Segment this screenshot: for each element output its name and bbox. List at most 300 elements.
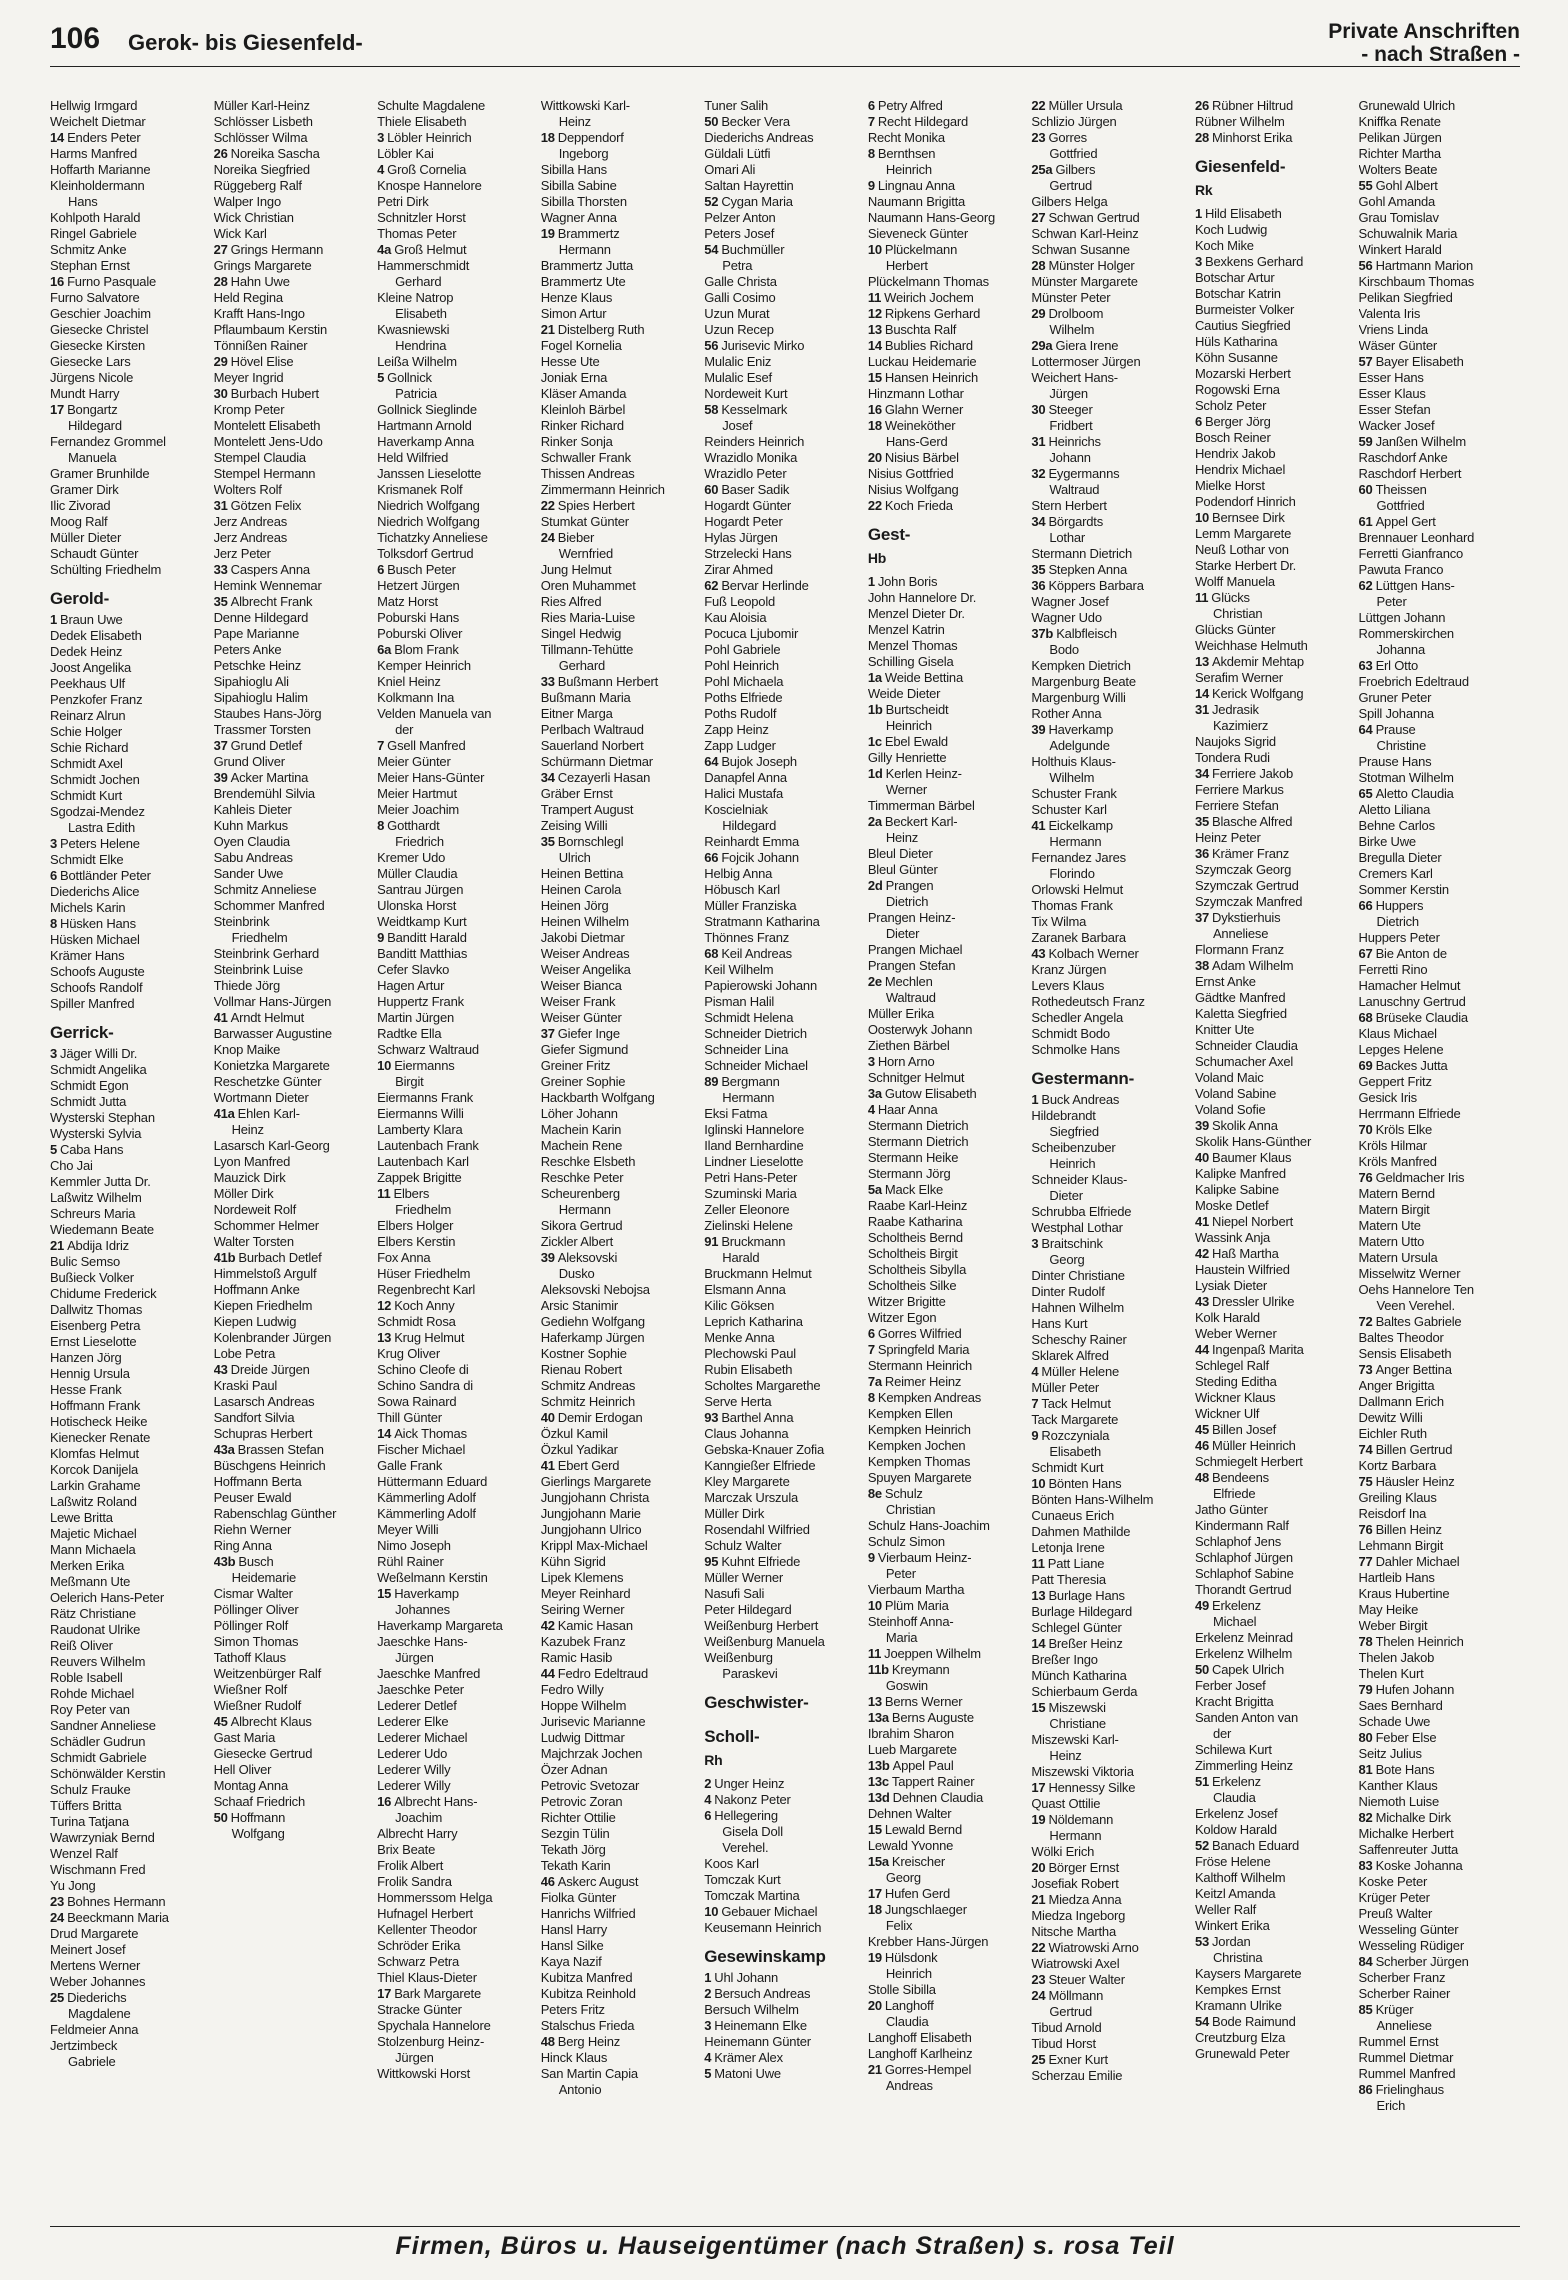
resident-name: Wickner Klaus (1194, 1390, 1276, 1405)
resident-name: Kämmerling Adolf (377, 1506, 476, 1521)
resident-entry (377, 1586, 539, 1602)
resident-entry (50, 1462, 212, 1478)
resident-entry (1195, 1822, 1357, 1838)
resident-name: Dallmann Erich (1358, 1394, 1444, 1409)
resident-entry (868, 862, 1030, 878)
resident-entry (50, 146, 212, 162)
resident-name: Miedza Ingeborg (1031, 1908, 1126, 1923)
resident-name: Schade Uwe (1358, 1714, 1431, 1729)
resident-name: Schmiegelt Herbert (1194, 1454, 1303, 1469)
resident-entry (868, 1454, 1030, 1470)
resident-name: Claudia (1212, 1790, 1256, 1805)
resident-entry (541, 1202, 703, 1218)
resident-name: Heinrichs (1048, 434, 1101, 449)
resident-name: Aick Thomas (394, 1426, 467, 1441)
house-number: 15 (1031, 1700, 1046, 1715)
resident-name: Hammerschmidt (377, 258, 470, 273)
resident-name: Ring Anna (213, 1538, 272, 1553)
resident-entry (50, 2006, 212, 2022)
resident-name: Schupras Herbert (213, 1426, 313, 1441)
resident-entry (50, 2054, 212, 2070)
resident-name: Kiepen Ludwig (213, 1314, 297, 1329)
resident-entry (1031, 802, 1193, 818)
house-number: 65 (1358, 786, 1373, 801)
resident-name: Kanngießer Elfriede (704, 1458, 816, 1473)
house-number: 14 (1031, 1636, 1046, 1651)
house-number: 43 (1031, 946, 1046, 961)
resident-entry (214, 450, 376, 466)
resident-entry (1359, 1298, 1521, 1314)
resident-entry (1195, 1502, 1357, 1518)
resident-entry (50, 274, 212, 290)
resident-name: Kühn Sigrid (540, 1554, 606, 1569)
resident-entry (1031, 1652, 1193, 1668)
resident-entry (50, 1894, 212, 1910)
resident-entry (377, 1474, 539, 1490)
resident-entry (541, 994, 703, 1010)
resident-name: Erkelenz (1212, 1774, 1261, 1789)
house-number: 22 (540, 498, 555, 513)
house-number: 59 (1358, 434, 1373, 449)
resident-entry (868, 1182, 1030, 1198)
resident-name: Schuwalnik Maria (1358, 226, 1458, 241)
resident-entry (1195, 1470, 1357, 1486)
resident-name: Jungschlaeger (884, 1902, 967, 1917)
resident-name: Haverkamp (1048, 722, 1114, 737)
house-number: 42 (540, 1618, 555, 1633)
resident-name: Ludwig Dittmar (540, 1730, 625, 1745)
resident-name: Zimmerling Heinz (1194, 1758, 1293, 1773)
resident-entry (704, 1570, 866, 1586)
resident-entry (1359, 1490, 1521, 1506)
resident-name: Schumacher Axel (1194, 1054, 1294, 1069)
resident-name: Tüffers Britta (50, 1798, 122, 1813)
resident-entry (1359, 1170, 1521, 1186)
resident-name: Stolzenburg Heinz- (377, 2034, 485, 2049)
resident-name: Heinen Bettina (540, 866, 624, 881)
house-number: 14 (50, 130, 65, 145)
resident-entry (1195, 1742, 1357, 1758)
house-number: 3 (704, 2018, 712, 2033)
resident-entry (214, 498, 376, 514)
resident-name: Menzel Katrin (867, 622, 945, 637)
resident-entry (541, 1458, 703, 1474)
house-number: 3 (1194, 254, 1202, 269)
resident-name: Zapp Ludger (704, 738, 776, 753)
resident-entry (704, 162, 866, 178)
resident-entry (1031, 1412, 1193, 1428)
resident-entry (541, 866, 703, 882)
resident-name: Christian (885, 1502, 936, 1517)
resident-entry (50, 916, 212, 932)
resident-name: Baltes Theodor (1358, 1330, 1444, 1345)
resident-entry (1359, 450, 1521, 466)
resident-entry (214, 322, 376, 338)
directory-column (50, 98, 212, 2228)
resident-entry (377, 1874, 539, 1890)
resident-name: John Hannelore Dr. (867, 590, 977, 605)
resident-entry (704, 738, 866, 754)
resident-name: Haverkamp Margareta (377, 1618, 503, 1633)
resident-entry (704, 1314, 866, 1330)
resident-entry (377, 1042, 539, 1058)
resident-entry (868, 766, 1030, 782)
resident-name: Berger Jörg (1204, 414, 1271, 429)
resident-entry (1195, 1950, 1357, 1966)
resident-entry (214, 962, 376, 978)
resident-name: Gediehn Wolfgang (540, 1314, 645, 1329)
resident-entry (868, 910, 1030, 926)
resident-entry (50, 306, 212, 322)
resident-name: Stempel Claudia (213, 450, 306, 465)
resident-entry (214, 1474, 376, 1490)
resident-name: Petra (722, 258, 753, 273)
resident-entry (214, 1346, 376, 1362)
resident-name: Kreischer (891, 1854, 946, 1869)
resident-entry (1195, 1550, 1357, 1566)
resident-name: Mertens Werner (50, 1958, 141, 1973)
resident-name: Starke Herbert Dr. (1194, 558, 1297, 573)
resident-entry (1195, 878, 1357, 894)
resident-entry (214, 706, 376, 722)
resident-name: Trampert August (540, 802, 634, 817)
house-number: 41 (213, 1010, 228, 1025)
resident-entry (1359, 178, 1521, 194)
resident-name: Hansl Harry (540, 1922, 608, 1937)
resident-entry (214, 1778, 376, 1794)
resident-name: Behne Carlos (1358, 818, 1435, 833)
resident-name: Heinz (558, 114, 591, 129)
resident-entry (1359, 1890, 1521, 1906)
resident-name: Zappek Brigitte (377, 1170, 462, 1185)
resident-name: Cefer Slavko (377, 962, 450, 977)
resident-entry (50, 1702, 212, 1718)
resident-entry (1195, 1838, 1357, 1854)
resident-name: Sowa Rainard (377, 1394, 457, 1409)
resident-name: Noreika Siegfried (213, 162, 310, 177)
resident-entry (541, 786, 703, 802)
resident-entry (1031, 1748, 1193, 1764)
resident-name: Kazimierz (1212, 718, 1269, 733)
resident-name: Nöldemann (1048, 1812, 1114, 1827)
resident-entry (704, 242, 866, 258)
resident-name: Eksi Fatma (704, 1106, 768, 1121)
resident-name: Müller Heinrich (1212, 1438, 1296, 1453)
resident-entry (704, 370, 866, 386)
resident-entry (704, 274, 866, 290)
resident-entry (50, 1382, 212, 1398)
resident-name: Tibud Horst (1031, 2036, 1096, 2051)
resident-name: Hans-Gerd (885, 434, 948, 449)
resident-entry (1359, 514, 1521, 530)
resident-entry (541, 818, 703, 834)
house-number: 14 (377, 1426, 392, 1441)
resident-name: Esser Klaus (1358, 386, 1426, 401)
resident-name: Aletto Claudia (1375, 786, 1454, 801)
resident-name: Prangen Michael (867, 942, 963, 957)
resident-entry (704, 178, 866, 194)
resident-name: Heinen Wilhelm (540, 914, 629, 929)
resident-name: Waltraud (1049, 482, 1100, 497)
resident-entry (1195, 1662, 1357, 1678)
resident-name: Hufen Johann (1375, 1682, 1455, 1697)
resident-entry (541, 1090, 703, 1106)
resident-entry (377, 1106, 539, 1122)
resident-entry (1359, 1554, 1521, 1570)
resident-entry (377, 1218, 539, 1234)
resident-name: Andreas (885, 2078, 933, 2093)
resident-entry (50, 258, 212, 274)
house-number: 11 (867, 1646, 882, 1661)
resident-entry (377, 690, 539, 706)
resident-name: Wölki Erich (1031, 1844, 1095, 1859)
resident-name: Keil Wilhelm (704, 962, 774, 977)
resident-entry (1359, 1138, 1521, 1154)
resident-name: Menzel Thomas (867, 638, 958, 653)
resident-entry (50, 1142, 212, 1158)
resident-entry (1359, 130, 1521, 146)
resident-name: Thiele Elisabeth (377, 114, 467, 129)
resident-entry (541, 722, 703, 738)
resident-name: Haustein Wilfried (1194, 1262, 1290, 1277)
house-number: 78 (1358, 1634, 1373, 1649)
resident-entry (1195, 1374, 1357, 1390)
resident-entry (377, 1410, 539, 1426)
house-number: 68 (704, 946, 719, 961)
resident-name: Holthuis Klaus- (1031, 754, 1116, 769)
house-number: 24 (1031, 1988, 1046, 2003)
house-number: 39 (1031, 722, 1046, 737)
resident-entry (50, 1414, 212, 1430)
resident-entry (704, 450, 866, 466)
resident-name: Burbach Hubert (230, 386, 319, 401)
resident-entry (541, 1234, 703, 1250)
resident-entry (377, 1906, 539, 1922)
resident-name: Lemm Margarete (1194, 526, 1292, 541)
resident-name: Kirschbaum Thomas (1358, 274, 1475, 289)
resident-name: Elisabeth (395, 306, 447, 321)
resident-name: Ferriere Stefan (1194, 798, 1279, 813)
resident-name: Pawuta Franco (1358, 562, 1444, 577)
house-number: 41b (213, 1250, 236, 1265)
resident-entry (1031, 562, 1193, 578)
resident-name: Baumer Klaus (1212, 1150, 1292, 1165)
house-number: 16 (50, 274, 65, 289)
resident-entry (50, 1974, 212, 1990)
resident-name: Kempken Ellen (867, 1406, 953, 1421)
house-number: 3 (377, 130, 385, 145)
resident-name: Held Wilfried (377, 450, 449, 465)
resident-entry (541, 802, 703, 818)
resident-name: Nordeweit Rolf (213, 1202, 297, 1217)
resident-name: Nakonz Peter (714, 1792, 791, 1807)
resident-entry (214, 354, 376, 370)
resident-entry (50, 1718, 212, 1734)
resident-name: Josef (722, 418, 753, 433)
resident-entry (1031, 386, 1193, 402)
resident-name: Joeppen Wilhelm (884, 1646, 981, 1661)
resident-entry (1359, 690, 1521, 706)
resident-entry (1359, 1266, 1521, 1282)
resident-name: Bergmann (721, 1074, 780, 1089)
resident-name: Serve Herta (704, 1394, 772, 1409)
resident-name: Eygermanns (1048, 466, 1120, 481)
resident-name: Kleine Natrop (377, 290, 454, 305)
resident-entry (1031, 1876, 1193, 1892)
district-code: Rk (1194, 182, 1213, 198)
resident-entry (214, 1282, 376, 1298)
resident-name: Patt Liane (1047, 1556, 1105, 1571)
resident-name: Peters Josef (704, 226, 775, 241)
resident-name: Hüls Katharina (1194, 334, 1278, 349)
resident-name: Petri Dirk (377, 194, 429, 209)
resident-entry (704, 1378, 866, 1394)
resident-entry (541, 514, 703, 530)
house-number: 11 (377, 1186, 391, 1201)
resident-name: Naumann Hans-Georg (867, 210, 995, 225)
resident-entry (1195, 318, 1357, 334)
resident-entry (50, 338, 212, 354)
directory-column (704, 98, 866, 2228)
resident-entry (214, 1794, 376, 1810)
resident-entry (50, 1238, 212, 1254)
resident-name: Prause Hans (1358, 754, 1432, 769)
resident-name: Schoofs Randolf (50, 980, 143, 995)
resident-name: Jungjohann Marie (540, 1506, 641, 1521)
resident-name: Lederer Udo (377, 1746, 448, 1761)
house-number: 6 (867, 98, 875, 113)
house-number: 13d (867, 1790, 890, 1805)
resident-name: Friedhelm (395, 1202, 452, 1217)
resident-entry (377, 274, 539, 290)
resident-entry (868, 2062, 1030, 2078)
resident-name: Haferkamp Jürgen (540, 1330, 645, 1345)
resident-entry (704, 418, 866, 434)
resident-name: Krippl Max-Michael (540, 1538, 648, 1553)
house-number: 4 (1031, 1364, 1039, 1379)
resident-entry (1359, 2098, 1521, 2114)
house-number: 26 (213, 146, 228, 161)
resident-name: Gierlings Margarete (540, 1474, 652, 1489)
resident-name: Kuhnt Elfriede (721, 1554, 801, 1569)
resident-entry (377, 210, 539, 226)
resident-entry (377, 674, 539, 690)
resident-name: Preuß Walter (1358, 1906, 1433, 1921)
resident-entry (541, 1186, 703, 1202)
resident-entry (704, 930, 866, 946)
house-number: 19 (540, 226, 555, 241)
resident-entry (868, 386, 1030, 402)
resident-entry (377, 930, 539, 946)
house-number: 63 (1358, 658, 1373, 673)
resident-entry (1359, 738, 1521, 754)
resident-name: Scherber Rainer (1358, 1986, 1451, 2001)
resident-entry (1195, 1118, 1357, 1134)
resident-name: Jatho Günter (1194, 1502, 1268, 1517)
resident-name: Drud Margarete (50, 1926, 139, 1941)
resident-entry (868, 434, 1030, 450)
resident-entry (868, 798, 1030, 814)
resident-name: Heinz Peter (1194, 830, 1261, 845)
resident-entry (541, 402, 703, 418)
resident-name: Lautenbach Karl (377, 1154, 469, 1169)
resident-name: Hartmann Arnold (377, 418, 472, 433)
resident-entry (868, 1742, 1030, 1758)
resident-entry (868, 926, 1030, 942)
resident-name: Goswin (885, 1678, 928, 1693)
resident-entry (868, 1294, 1030, 1310)
resident-entry (541, 1794, 703, 1810)
resident-name: Ringel Gabriele (50, 226, 137, 241)
resident-entry (868, 274, 1030, 290)
resident-name: Fischer Michael (377, 1442, 466, 1457)
resident-name: Geldmacher Iris (1375, 1170, 1465, 1185)
house-number: 4 (704, 2050, 712, 2065)
resident-entry (868, 1694, 1030, 1710)
resident-entry (704, 466, 866, 482)
resident-entry (50, 1174, 212, 1190)
page-number: 106 (50, 22, 101, 55)
resident-name: Barwasser Augustine (213, 1026, 332, 1041)
resident-name: Schneider Dietrich (704, 1026, 807, 1041)
resident-entry (1031, 194, 1193, 210)
resident-name: Iglinski Hannelore (704, 1122, 804, 1137)
resident-name: Antonio (558, 2082, 602, 2097)
resident-name: Matern Birgit (1358, 1202, 1430, 1217)
resident-entry (704, 978, 866, 994)
resident-entry (50, 1846, 212, 1862)
resident-name: Recht Hildegard (877, 114, 969, 129)
resident-name: Möller Dirk (213, 1186, 274, 1201)
resident-name: Saes Bernhard (1358, 1698, 1443, 1713)
resident-name: Exner Kurt (1048, 2052, 1108, 2067)
resident-name: Larkin Grahame (50, 1478, 141, 1493)
resident-name: Kerick Wolfgang (1212, 686, 1304, 701)
house-number: 23 (50, 1894, 65, 1909)
resident-name: Peters Fritz (540, 2002, 605, 2017)
resident-entry (868, 1326, 1030, 1342)
resident-entry (1031, 290, 1193, 306)
house-number: 64 (1358, 722, 1373, 737)
resident-name: Gorres (1048, 130, 1087, 145)
directory-column (377, 98, 539, 2228)
resident-name: Huppers Peter (1358, 930, 1440, 945)
resident-entry (1359, 1458, 1521, 1474)
resident-entry (1195, 766, 1357, 782)
resident-entry (1359, 1586, 1521, 1602)
resident-name: Plechowski Paul (704, 1346, 796, 1361)
resident-name: Springfeld Maria (877, 1342, 970, 1357)
resident-name: Güldali Lütfi (704, 146, 771, 161)
resident-entry (377, 1298, 539, 1314)
resident-entry (50, 418, 212, 434)
resident-entry (214, 1730, 376, 1746)
resident-entry (704, 850, 866, 866)
resident-name: Müller Claudia (377, 866, 458, 881)
resident-name: Meier Joachim (377, 802, 460, 817)
resident-name: Wesseling Günter (1358, 1922, 1459, 1937)
house-number: 52 (704, 194, 719, 209)
resident-name: Keusemann Heinrich (704, 1920, 822, 1935)
resident-entry (377, 322, 539, 338)
resident-entry (50, 562, 212, 578)
resident-name: Reinhardt Emma (704, 834, 799, 849)
resident-entry (50, 1334, 212, 1350)
house-number: 13 (1194, 654, 1209, 669)
resident-entry (1195, 1854, 1357, 1870)
resident-name: Hülsdonk (884, 1950, 938, 1965)
resident-name: Hans (68, 194, 98, 209)
